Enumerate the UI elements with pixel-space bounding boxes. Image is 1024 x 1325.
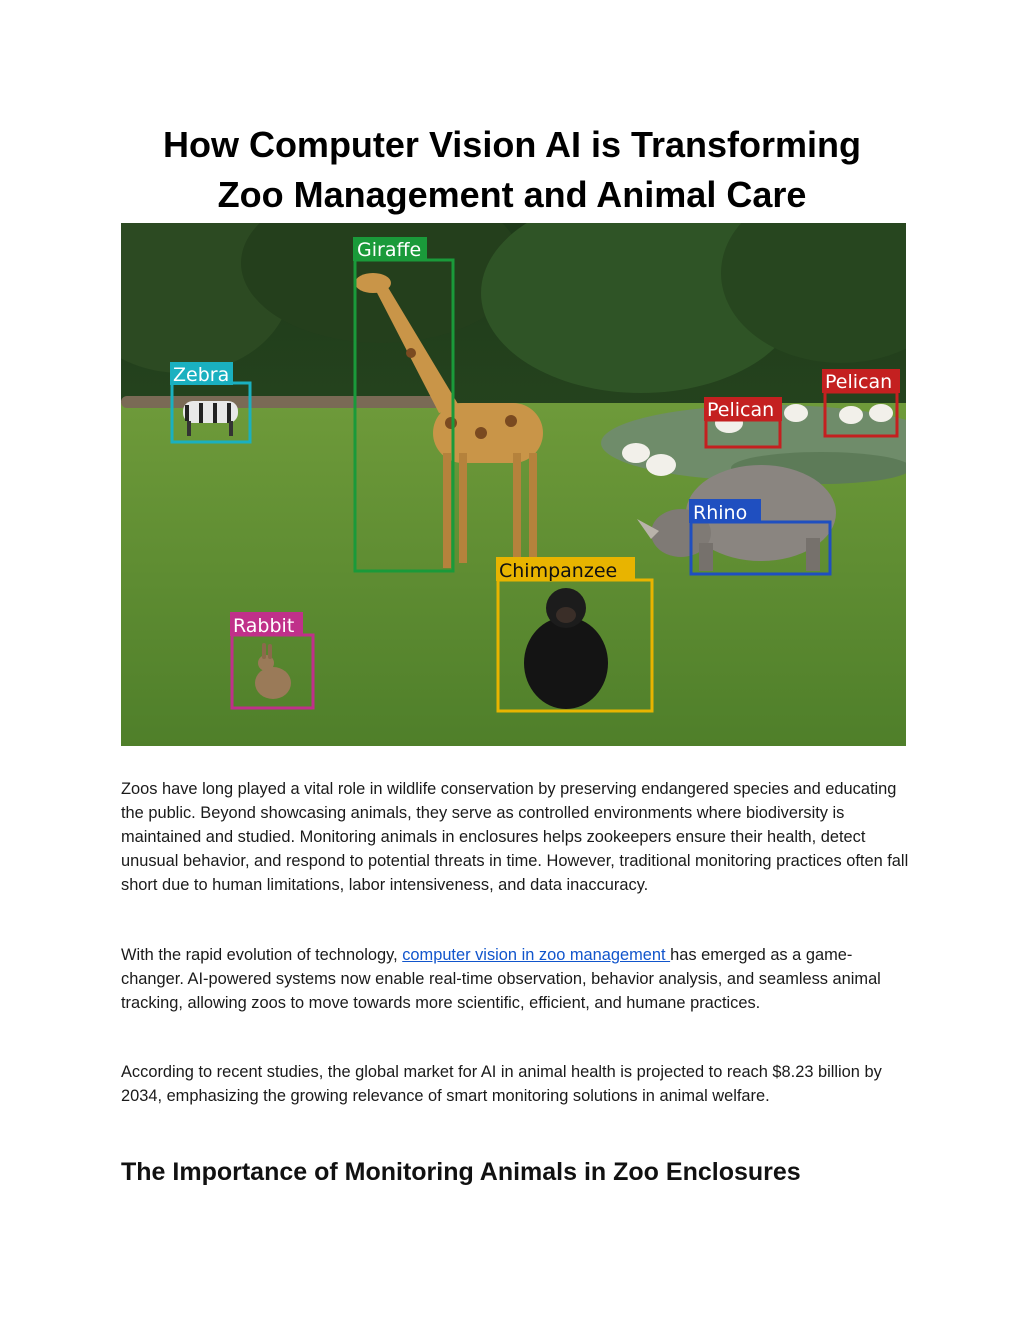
computer-vision-link[interactable]: computer vision in zoo management: [402, 946, 671, 964]
zoo-detection-image: [121, 223, 906, 746]
section-heading: The Importance of Monitoring Animals in Zoo Enclosures: [121, 1158, 801, 1186]
giraffe-label: Giraffe: [357, 239, 422, 261]
intro-paragraph: Zoos have long played a vital role in wildlife conservation by preserving endangered species and educating the public. Beyond showcasing animals, they serve as controlled environments where biodiversity is maintained and studied. Monitoring animals in enclosures helps zookeepers ensure their health, detect unusual behavior, and respond to potential threats in time. However, traditional monitoring practices often fall short due to human limitations, labor intensiveness, and data inaccuracy.: [121, 780, 909, 894]
title-line-2: Zoo Management and Animal Care: [217, 174, 807, 215]
title-line-1: How Computer Vision AI is Transforming: [162, 124, 862, 165]
article-title: [100, 120, 924, 220]
chimpanzee-label: Chimpanzee: [499, 560, 618, 582]
technology-text-before: With the rapid evolution of technology,: [121, 946, 403, 964]
rhino-label: Rhino: [693, 502, 748, 524]
technology-paragraph: [121, 943, 911, 1015]
rabbit-label: Rabbit: [233, 615, 295, 637]
zebra-label: Zebra: [173, 364, 230, 386]
pelican-right-label: Pelican: [825, 371, 893, 393]
technology-text-after: has emerged as a game-changer. AI-powered systems now enable real-time observation, behavior analysis, and seamless animal tracking, allowing zoos to move towards more scientific, efficient, and humane practices.: [121, 946, 881, 1012]
pelican-left-label: Pelican: [707, 399, 775, 421]
market-paragraph: According to recent studies, the global market for AI in animal health is projected to reach $8.23 billion by 2034, emphasizing the growing relevance of smart monitoring solutions in animal welfare.: [121, 1063, 882, 1105]
